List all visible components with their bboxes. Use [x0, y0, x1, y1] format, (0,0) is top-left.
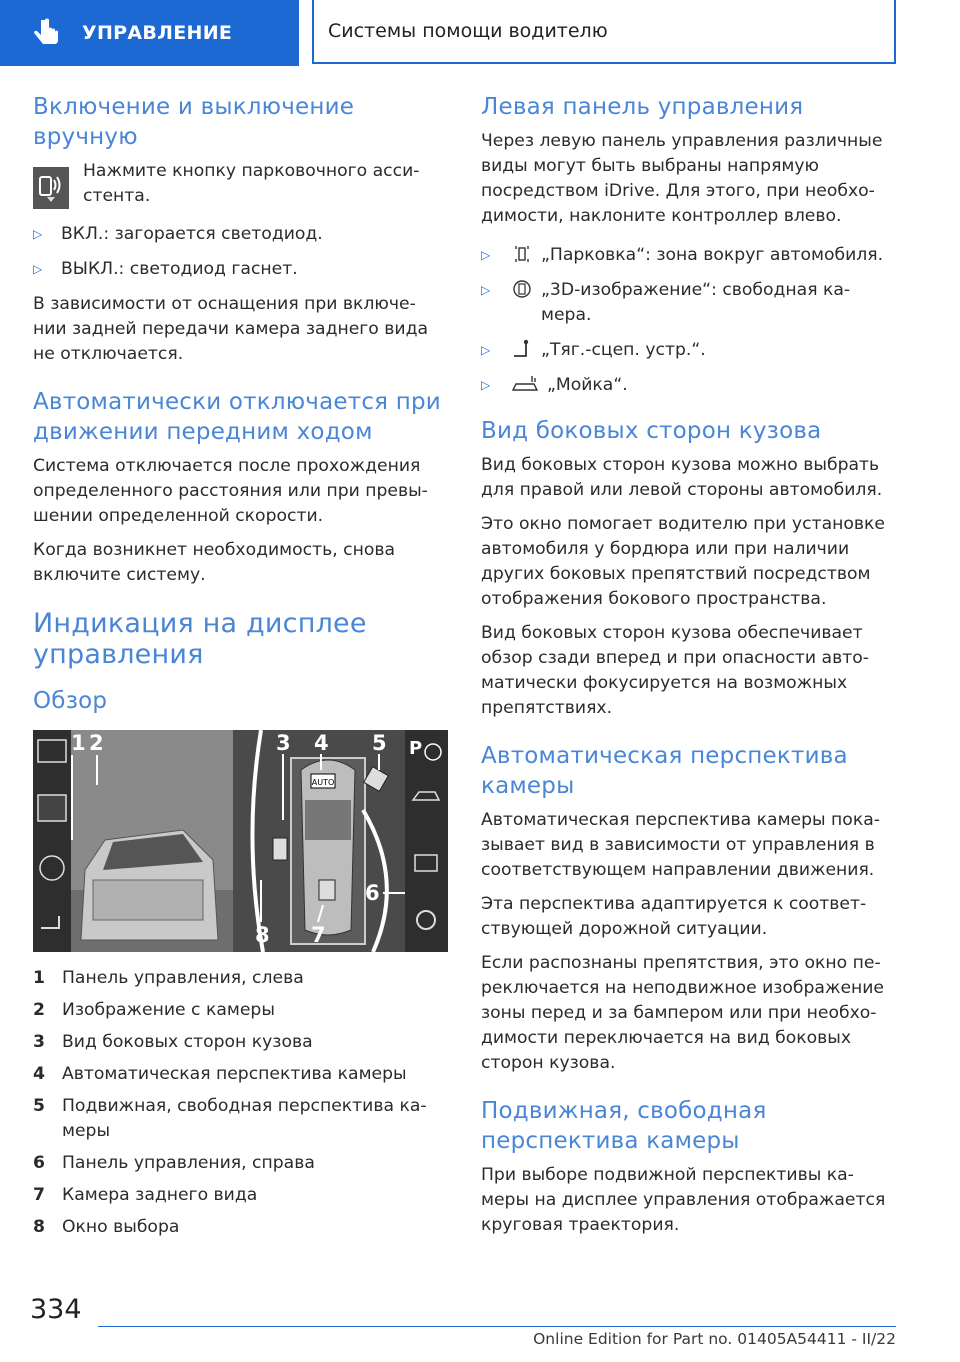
section-title: УПРАВЛЕНИЕ — [82, 22, 233, 44]
chapter-title: Системы помощи водителю — [328, 20, 608, 42]
paragraph: Автоматическая перспектива камеры пока-зывает вид в зависимости от управления в соответствующем направлении движения. — [481, 810, 880, 880]
paragraph: При выборе подвижной перспективы ка-меры на дисплее управления отображается круговая траектория. — [481, 1165, 886, 1235]
heading-side-view: Вид боковых сторон кузова — [481, 418, 822, 444]
legend-text: Панель управления, слева — [62, 968, 304, 988]
bullet-hitch — [481, 338, 896, 363]
bullet-3d — [481, 278, 896, 328]
legend-item — [33, 1151, 448, 1176]
triangle-bullet-icon: ▷ — [33, 227, 43, 241]
paragraph: Если распознаны препятствия, это окно пе-реключается на неподвижное изображение зоны перед и за бампером или при необхо-димости переключается на вид боковых сторон кузова. — [481, 953, 885, 1073]
legend-text: Вид боковых сторон кузова — [62, 1032, 313, 1052]
footer-rule — [98, 1326, 896, 1327]
paragraph: Эта перспектива адаптируется к соответ-ствующей дорожной ситуации. — [481, 894, 867, 939]
paragraph: Вид боковых сторон кузова обеспечивает обзор сзади вперед и при опасности авто-матически фокусируется на возможных препятствиях. — [481, 623, 869, 718]
chapter-tab — [312, 0, 896, 64]
callout-6: 6 — [365, 881, 380, 905]
heading-manual-toggle: Включение и выключение вручную — [33, 94, 355, 150]
heading-overview: Обзор — [33, 688, 108, 714]
callout-2: 2 — [89, 731, 104, 755]
legend-item — [33, 1215, 448, 1240]
paragraph: Система отключается после прохождения определенного расстояния или при превы-шении определенной скорости. — [33, 456, 428, 526]
trailer-hitch-icon — [509, 338, 535, 360]
callout-8: 8 — [255, 923, 270, 947]
left-column — [33, 92, 448, 1247]
legend-text: Панель управления, справа — [62, 1153, 315, 1173]
auto-label: AUTO — [311, 778, 335, 787]
legend-number: 6 — [33, 1153, 45, 1173]
bullet-text: ВКЛ.: загорается светодиод. — [61, 224, 323, 244]
legend-item — [33, 1030, 448, 1055]
legend-item — [33, 1094, 448, 1144]
callout-3: 3 — [276, 731, 291, 755]
legend-item — [33, 966, 448, 991]
legend-text: Автоматическая перспектива камеры — [62, 1064, 407, 1084]
heading-free-perspective: Подвижная, свободная перспектива камеры — [481, 1098, 767, 1154]
triangle-bullet-icon: ▷ — [481, 343, 491, 357]
bullet-on — [33, 222, 448, 247]
legend-number: 1 — [33, 968, 45, 988]
p-label: P — [409, 738, 423, 759]
paragraph: Когда возникнет необходимость, снова включите систему. — [33, 540, 396, 585]
heading-auto-off: Автоматически отключается при движении передним ходом — [33, 389, 441, 445]
right-column — [481, 92, 896, 1247]
heading-auto-perspective: Автоматическая перспектива камеры — [481, 743, 848, 799]
triangle-bullet-icon: ▷ — [481, 248, 491, 262]
callout-4: 4 — [314, 731, 329, 755]
paragraph: В зависимости от оснащения при включе-нии задней передачи камера заднего вида не отключается. — [33, 294, 428, 364]
heading-display: Индикация на дисплее управления — [33, 608, 367, 670]
callout-5: 5 — [372, 731, 387, 755]
legend-text: Окно выбора — [62, 1217, 180, 1237]
bullet-off — [33, 257, 448, 282]
legend-item — [33, 1062, 448, 1087]
bullet-parking — [481, 243, 896, 268]
page-number: 334 — [30, 1294, 82, 1325]
hand-pointer-icon — [30, 16, 64, 50]
bullet-text: ВЫКЛ.: светодиод гаснет. — [61, 259, 298, 279]
button-text: Нажмите кнопку парковочного асси-стента. — [83, 161, 420, 206]
legend-text: Камера заднего вида — [62, 1185, 258, 1205]
legend-number: 3 — [33, 1032, 45, 1052]
legend-number: 2 — [33, 1000, 45, 1020]
button-instruction — [33, 159, 448, 209]
park-assist-button-icon — [33, 167, 69, 209]
bullet-text: „Тяг.-сцеп. устр.“. — [541, 340, 706, 360]
legend-text: Подвижная, свободная перспектива ка-меры — [62, 1096, 427, 1141]
bullet-text: „Парковка“: зона вокруг автомобиля. — [541, 245, 884, 265]
display-screenshot — [33, 730, 448, 952]
parking-icon — [38, 795, 66, 821]
car-wash-icon — [509, 373, 541, 395]
bullet-wash — [481, 373, 896, 398]
parking-icon — [509, 243, 535, 265]
legend-number: 7 — [33, 1185, 45, 1205]
callout-1: 1 — [71, 731, 86, 755]
triangle-bullet-icon: ▷ — [481, 378, 491, 392]
legend-list — [33, 966, 448, 1240]
legend-text: Изображение с камеры — [62, 1000, 275, 1020]
rotate-3d-icon — [509, 278, 535, 300]
bullet-text: „3D-изображение“: свободная ка-мера. — [541, 280, 851, 325]
bullet-text: „Мойка“. — [547, 375, 628, 395]
section-tab — [0, 0, 299, 66]
heading-left-panel: Левая панель управления — [481, 94, 804, 120]
footer-edition: Online Edition for Part no. 01405A54411 - II/22 — [533, 1330, 896, 1348]
paragraph: Через левую панель управления различные виды могут быть выбраны напрямую посредством iDrive. Для этого, при необхо-димости, наклоните контроллер влево. — [481, 131, 883, 226]
paragraph: Вид боковых сторон кузова можно выбрать для правой или левой стороны автомобиля. — [481, 455, 883, 500]
triangle-bullet-icon: ▷ — [33, 262, 43, 276]
callout-7: 7 — [311, 923, 326, 947]
legend-number: 4 — [33, 1064, 45, 1084]
legend-number: 5 — [33, 1096, 45, 1116]
legend-item — [33, 998, 448, 1023]
legend-number: 8 — [33, 1217, 45, 1237]
paragraph: Это окно помогает водителю при установке автомобиля у бордюра или при наличии других боковых препятствий посредством отображения бокового пространства. — [481, 514, 885, 609]
triangle-bullet-icon: ▷ — [481, 283, 491, 297]
legend-item — [33, 1183, 448, 1208]
